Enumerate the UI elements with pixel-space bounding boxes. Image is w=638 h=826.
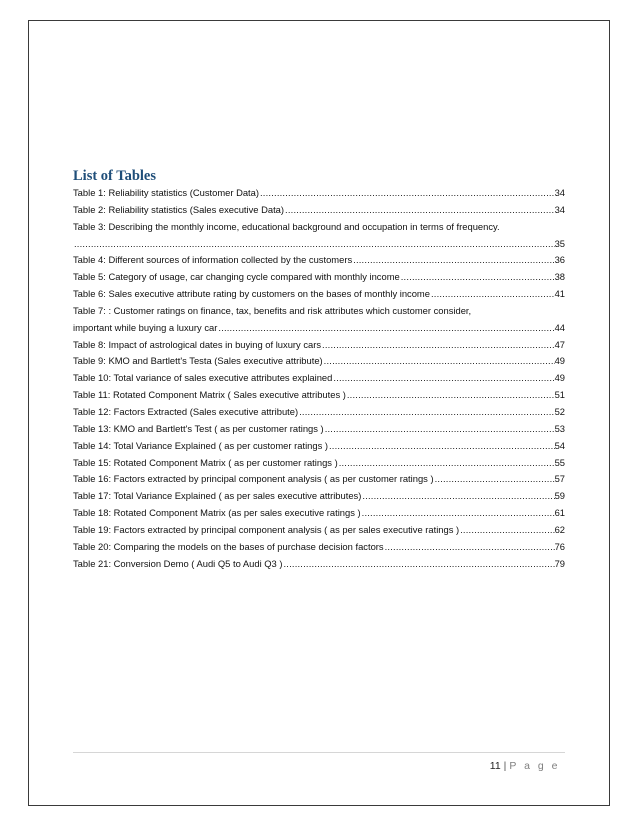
toc-entry-page: 35 — [554, 237, 565, 249]
dot-leader — [332, 370, 554, 387]
toc-entry-label: Table 3: Describing the monthly income, educational background and occupation in terms of frequency. — [73, 220, 500, 232]
toc-entry-label: Table 1: Reliability statistics (Customer Data) — [73, 187, 259, 198]
toc-entry-table-21[interactable] — [73, 556, 565, 573]
toc-entry-label: Table 2: Reliability statistics (Sales executive Data) — [73, 203, 285, 215]
toc-entry-table-13[interactable] — [73, 421, 565, 438]
footer-separator: | — [503, 760, 507, 772]
dot-leader — [328, 438, 555, 455]
toc-entry-label: Table 9: KMO and Bartlett's Testa (Sales executive attribute) — [73, 355, 323, 367]
dot-leader — [324, 421, 555, 438]
dot-leader — [459, 522, 554, 539]
toc-entry-label: Table 15: Rotated Component Matrix ( as per customer ratings ) — [73, 456, 338, 468]
toc-entry-page: 47 — [554, 338, 565, 350]
page-footer — [490, 760, 560, 772]
dot-leader — [298, 404, 554, 421]
toc-entry-page: 34 — [554, 203, 565, 215]
toc-entry-page: 59 — [554, 490, 565, 502]
dot-leader — [259, 185, 555, 202]
toc-entry-page: 49 — [554, 372, 565, 384]
toc-entry-label: Table 11: Rotated Component Matrix ( Sales executive attributes ) — [73, 389, 346, 401]
toc-entry-table-20[interactable] — [73, 539, 565, 556]
toc-entry-table-18[interactable] — [73, 505, 565, 522]
dot-leader — [361, 505, 555, 522]
table-of-contents — [73, 185, 565, 572]
toc-entry-label: Table 20: Comparing the models on the bases of purchase decision factors — [73, 540, 384, 552]
dot-leader — [430, 286, 555, 303]
toc-entry-page: 34 — [554, 187, 565, 198]
toc-entry-page: 55 — [554, 456, 565, 468]
dot-leader — [323, 353, 555, 370]
toc-entry-page: 51 — [554, 389, 565, 401]
page-word: P a g e — [509, 760, 560, 772]
toc-entry-table-3[interactable] — [73, 219, 565, 236]
toc-entry-label: Table 10: Total variance of sales executive attributes explained — [73, 372, 333, 384]
dot-leader — [282, 556, 554, 573]
toc-entry-label-continued: important while buying a luxury car — [73, 321, 218, 333]
toc-entry-table-19[interactable] — [73, 522, 565, 539]
toc-entry-label: Table 16: Factors extracted by principal component analysis ( as per customer ratings ) — [73, 473, 434, 485]
dot-leader — [434, 471, 555, 488]
toc-entry-page: 76 — [554, 540, 565, 552]
dot-leader — [384, 539, 555, 556]
toc-entry-label: Table 4: Different sources of information collected by the customers — [73, 254, 353, 266]
toc-entry-label: Table 13: KMO and Bartlett's Test ( as per customer ratings ) — [73, 422, 324, 434]
toc-entry-table-5[interactable] — [73, 269, 565, 286]
toc-entry-page: 52 — [554, 405, 565, 417]
page-number: 11 — [489, 760, 501, 772]
toc-entry-page: 49 — [554, 355, 565, 367]
toc-entry-table-3-continued[interactable] — [73, 236, 565, 253]
dot-leader — [217, 320, 554, 337]
toc-entry-page: 61 — [554, 507, 565, 519]
toc-entry-page: 41 — [554, 288, 565, 300]
toc-entry-page: 54 — [554, 439, 565, 451]
toc-entry-label: Table 6: Sales executive attribute rating by customers on the bases of monthly income — [73, 288, 430, 300]
toc-entry-page: 44 — [554, 321, 565, 333]
toc-entry-table-9[interactable] — [73, 353, 565, 370]
dot-leader — [338, 455, 555, 472]
toc-entry-table-2[interactable] — [73, 202, 565, 219]
toc-entry-table-7[interactable] — [73, 303, 565, 320]
toc-entry-table-6[interactable] — [73, 286, 565, 303]
toc-entry-label: Table 8: Impact of astrological dates in buying of luxury cars — [73, 338, 322, 350]
toc-entry-label: Table 21: Conversion Demo ( Audi Q5 to Audi Q3 ) — [73, 557, 283, 569]
toc-entry-table-12[interactable] — [73, 404, 565, 421]
toc-entry-page: 53 — [554, 422, 565, 434]
toc-entry-label: Table 7: : Customer ratings on finance, tax, benefits and risk attributes which customer consider, — [73, 304, 472, 316]
toc-entry-table-7-continued[interactable] — [73, 320, 565, 337]
toc-entry-page: 62 — [554, 523, 565, 535]
toc-entry-table-1[interactable] — [73, 185, 565, 202]
dot-leader — [352, 252, 554, 269]
toc-entry-table-8[interactable] — [73, 337, 565, 354]
toc-entry-page: 36 — [554, 254, 565, 266]
toc-entry-table-16[interactable] — [73, 471, 565, 488]
toc-entry-page: 38 — [554, 271, 565, 283]
dot-leader — [346, 387, 555, 404]
toc-entry-page: 57 — [554, 473, 565, 485]
toc-entry-table-17[interactable] — [73, 488, 565, 505]
toc-entry-label: Table 18: Rotated Component Matrix (as per sales executive ratings ) — [73, 507, 361, 519]
toc-entry-label: Table 12: Factors Extracted (Sales executive attribute) — [73, 405, 299, 417]
dot-leader — [284, 202, 555, 219]
toc-entry-label: Table 5: Category of usage, car changing cycle compared with monthly income — [73, 271, 400, 283]
page-title: List of Tables — [73, 168, 156, 184]
footer-divider — [73, 752, 565, 753]
toc-entry-table-10[interactable] — [73, 370, 565, 387]
toc-entry-label: Table 17: Total Variance Explained ( as per sales executive attributes) — [73, 490, 362, 502]
toc-entry-table-11[interactable] — [73, 387, 565, 404]
toc-entry-label: Table 14: Total Variance Explained ( as per customer ratings ) — [73, 439, 328, 451]
toc-entry-table-4[interactable] — [73, 252, 565, 269]
toc-entry-label: Table 19: Factors extracted by principal component analysis ( as per sales executive ratings ) — [73, 523, 460, 535]
toc-entry-table-15[interactable] — [73, 455, 565, 472]
dot-leader — [73, 236, 555, 253]
toc-entry-page: 79 — [554, 557, 565, 569]
dot-leader — [361, 488, 554, 505]
dot-leader — [321, 337, 555, 354]
toc-entry-table-14[interactable] — [73, 438, 565, 455]
dot-leader — [400, 269, 555, 286]
